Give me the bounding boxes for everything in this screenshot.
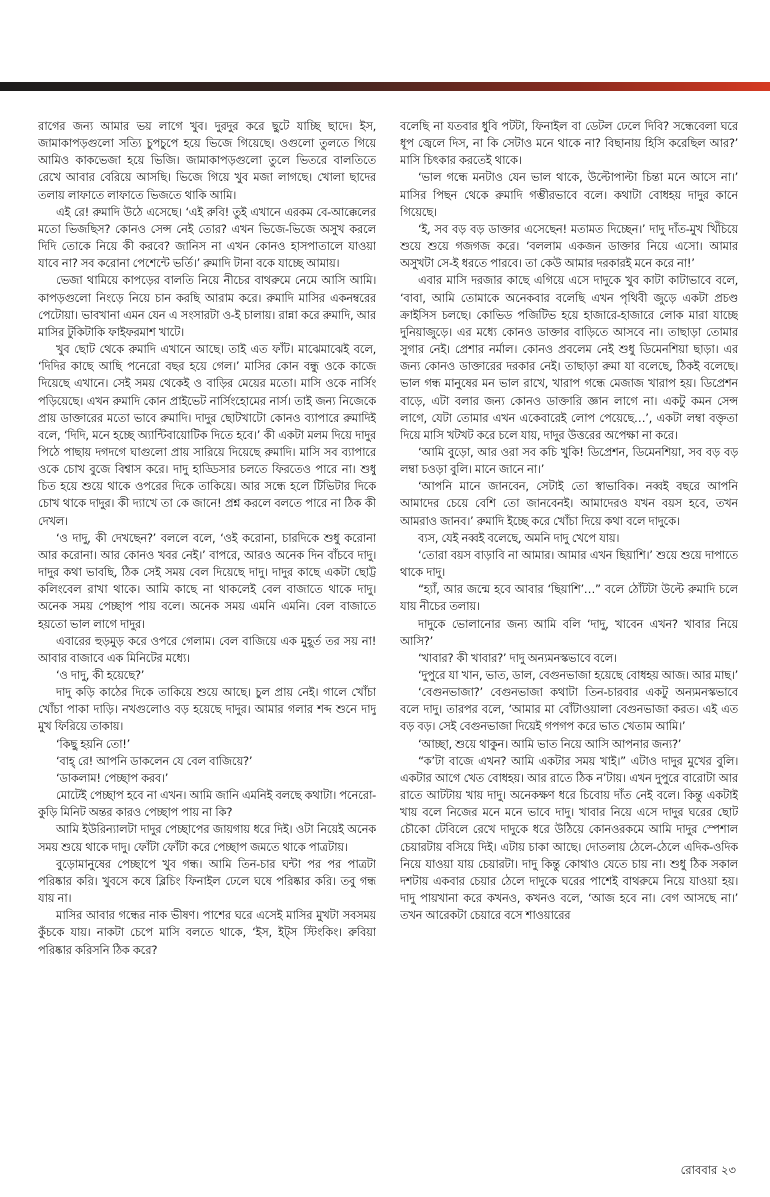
paragraph: ‘দুপুরে যা খান, ভাত, ডাল, বেগুনভাজা হয়েছে বোধহয় আজ। আর মাছ।’ xyxy=(418,668,738,682)
paragraph: এবার মাসি দরজার কাছে এগিয়ে এসে দাদুকে খুব কাটা কাটাভাবে বলে, ‘বাবা, আমি তোমাকে অনেকবার বলেছি এখন পৃথিবী জুড়ে একটা প্রচণ্ড ক্রাইসিস চলছে। কোভিড পজিটিভ হয়ে হাজারে-হাজারে লোক মারা যাচ্ছে দুনিয়াজুড়ে। এর মধ্যে কোনও ডাক্তার বাড়িতে আসবে না। তাছাড়া তোমার সুগার নেই। প্রেশার নর্মাল। কোনও প্রবলেম নেই শুধু ডিমেনশিয়া ছাড়া। এর জন্য কোনও ডাক্তারের দরকার নেই। তাছাড়া রুমা যা বলেছে, ঠিকই বলেছে। ভাল গন্ধ মানুষের মন ভাল রাখে, খারাপ গন্ধে মেজাজ খারাপ হয়। ডিপ্রেশন বাড়ে, এটা বলার জন্য কোনও ডাক্তারি জ্ঞান লাগে না। একটু কমন সেন্স লাগে, যেটা তোমার এখন একেবারেই লোপ পেয়েছে…’, একটা লম্বা বক্তৃতা দিয়ে মাসি খটখট করে চলে যায়, দাদুর উত্তরের অপেক্ষা না করে। xyxy=(400,273,738,442)
right-text-column xyxy=(400,118,738,1168)
left-text-column xyxy=(38,118,376,1168)
paragraph: ‘বেগুনভাজা?’ বেগুনভাজা কথাটা তিন-চারবার একটু অন্যমনস্কভাবে বলে দাদু। তারপর বলে, ‘আমার মা বোঁটাওয়ালা বেগুনভাজা করত। এই এত বড় বড়। সেই বেগুনভাজা দিয়েই গপগপ করে ভাত খেতাম আমি।’ xyxy=(400,685,738,734)
paragraph: বলেছি না যতবার ধুবি পটটা, ফিনাইল বা ডেটল ঢেলে দিবি? সন্ধেবেলা ঘরে ধূপ জ্বেলে দিস, না কি সেটাও মনে থাকে না? বিছানায় হিসি করেছিল আর?’ মাসি চিৎকার করতেই থাকে। xyxy=(400,119,738,168)
paragraph: ‘ও দাদু, কী দেখছেন?’ বললে বলে, ‘ওই করোনা, চারদিকে শুধু করোনা আর করোনা। আর কোনও খবর নেই।’ বাপরে, আরও অনেক দিন বাঁচবে দাদু। দাদুর কথা ভাবছি, ঠিক সেই সময় বেল দিয়েছে দাদু। দাদুর কাছে একটা ছোট্ট কলিংবেল রাখা থাকে। আমি কাছে না থাকলেই বেল বাজাতে থাকে দাদু। অনেক সময় পেচ্ছাপ পায় বলে। অনেক সময় এমনি এমনি। বেল বাজাতে হয়তো ভাল লাগে দাদুর। xyxy=(38,530,376,631)
paragraph: মোটেই পেচ্ছাপ হবে না এখন। আমি জানি এমনিই বলছে কথাটা। পনেরো-কুড়ি মিনিট অন্তর কারও পেচ্ছাপ পায় না কি? xyxy=(38,788,376,820)
paragraph: “ক’টা বাজে এখন? আমি একটার সময় খাই।” এটাও দাদুর মুখের বুলি। একটার আগে খেত বোধহয়। আর রাতে ঠিক ন’টায়। এখন দুপুরে বারোটা আর রাতে আটটায় খায় দাদু। অনেকক্ষণ ধরে চিবোয় দাঁত নেই বলে। কিন্তু একটাই খায় বলে নিজের মনে মনে ভাবে দাদু। খাবার নিয়ে এসে দাদুর ঘরের ছোট চৌকো টেবিলে রেখে দাদুকে ধরে উঠিয়ে কোনওরকমে আমি দাদুর স্পেশাল চেয়ারটায় বসিয়ে দিই। এটায় চাকা আছে। দোতলায় ঠেলে-ঠেলে এদিক-ওদিক নিয়ে যাওয়া যায় চেয়ারটা। দাদু কিন্তু কোথাও যেতে চায় না। শুধু ঠিক সকাল দশটায় একবার চেয়ার ঠেলে দাদুকে ঘরের পাশেই বাথরুমে নিয়ে যাওয়া হয়। দাদু পায়খানা করে কখনও, কখনও বলে, ‘আজ হবে না। বেগ আসছে না।’ তখন আরেকটা চেয়ারে বসে শাওয়ারের xyxy=(400,753,738,923)
paragraph: ‘কিছু হয়নি তো!’ xyxy=(56,736,130,751)
paragraph: ‘ভাল গন্ধে মনটাও যেন ভাল থাকে, উল্টোপাল্টা চিন্তা মনে আসে না।’ মাসির পিছন থেকে রুমাদি গম্ভীরভাবে বলে। কথাটা বোধহয় দাদুর কানে গিয়েছে। xyxy=(400,170,738,219)
paragraph: ‘বাহ্ রে! আপনি ডাকলেন যে বেল বাজিয়ে?’ xyxy=(56,753,253,768)
paragraph: ‘খাবার? কী খাবার?’ দাদু অন্যমনস্কভাবে বলে। xyxy=(418,650,617,665)
paragraph: মাসির আবার গন্ধের নাক ভীষণ। পাশের ঘরে এসেই মাসির মুখটা সবসময় কুঁচকে যায়। নাকটা চেপে মাসি বলতে থাকে, ‘ইস, ইট্‌স স্টিংকিং। রুবিয়া পরিষ্কার করিসনি ঠিক করে? xyxy=(38,908,376,957)
paragraph: এবারের হুড়মুড় করে ওপরে গেলাম। বেল বাজিয়ে এক মুহূর্ত তর সয় না! আবার বাজাবে এক মিনিটের মধ্যে। xyxy=(38,633,376,665)
paragraph: রাগের জন্য আমার ভয় লাগে খুব। দুরদুর করে ছুটে যাচ্ছি ছাদে। ইস, জামাকাপড়গুলো সত্যি চুপচুপে হয়ে ভিজে গিয়েছে। ওগুলো তুলতে গিয়ে আমিও কাকভেজা হয়ে ভিজি। জামাকাপড়গুলো তুলে ভিতরে বালতিতে রেখে আবার বেরিয়ে আসছি। ভিজে গিয়ে খুব মজা লাগছে। খোলা ছাদের তলায় লাফাতে লাফাতে ভিজতে থাকি আমি। xyxy=(38,119,376,202)
paragraph: খুব ছোট থেকে রুমাদি এখানে আছে। তাই এত ফাঁট। মাঝেমাঝেই বলে, ‘দিদির কাছে আছি পনেরো বছর হয়ে গেল।’ মাসির কোন বন্ধু ওকে কাজে দিয়েছে এখানে। সেই সময় থেকেই ও বাড়ির মেয়ের মতো। মাসি ওকে নার্সিং পড়িয়েছে। এখন রুমাদি কোন প্রাইভেট নার্সিংহোমের নার্স। তাই জন্য নিজেকে প্রায় ডাক্তারের মতো ভাবে রুমাদি। দাদুর ছোটখাটো কোনও ব্যাপারে রুমাদিই বলে, ‘দিদি, মনে হচ্ছে অ্যান্টিবায়োটিক দিতে হবে।’ কী একটা মলম দিয়ে দাদুর পিঠে পাছায় দগদগে ঘাগুলো প্রায় সারিয়ে দিয়েছে রুমাদি। মাসি সব ব্যাপারে ওকে চোখ বুজে বিশ্বাস করে। দাদু হাড্ডিসার চলতে ফিরতেও পারে না। শুধু চিত হয়ে শুয়ে থাকে ওপরের দিকে তাকিয়ে। আর সন্ধে হলে টিভিটার দিকে চোখ থাকে দাদুর। কী দ্যাখে তা কে জানে! প্রশ্ন করলে বলতে পারে না ঠিক কী দেখল। xyxy=(38,342,376,528)
paragraph: ‘আমি বুড়ো, আর ওরা সব কচি খুকি! ডিপ্রেশন, ডিমেনশিয়া, সব বড় বড় লম্বা চওড়া বুলি। মানে জানে না।’ xyxy=(400,444,738,477)
paragraph: ভেজা থামিয়ে কাপড়ের বালতি নিয়ে নীচের বাথরুমে নেমে আসি আমি। কাপড়গুলো নিংড়ে নিয়ে চান করছি আরাম করে। রুমাদি মাসির একনম্বরের পেটোয়া। ভাবখানা এমন যেন এ সংসারটা ও-ই চালায়। রান্না করে রুমাদি, আর মাসির টুকিটাকি ফাইফরমাশ খাটে। xyxy=(38,273,376,339)
paragraph: দাদু কড়ি কাঠের দিকে তাকিয়ে শুয়ে আছে। চুল প্রায় নেই। গালে খোঁচা খোঁচা পাকা দাড়ি। নখগুলোও বড় হয়েছে দাদুর। আমার গলার শব্দ শুনে দাদু মুখ ফিরিয়ে তাকায়। xyxy=(38,685,376,734)
paragraph: ‘ও দাদু, কী হয়েছে?’ xyxy=(56,668,145,682)
paragraph: ‘ই, সব বড় বড় ডাক্তার এসেছেন! মতামত দিচ্ছেন।’ দাদু দাঁত-মুখ খিঁচিয়ে শুয়ে শুয়ে গজগজ করে। ‘বললাম একজন ডাক্তার নিয়ে এসো। আমার অসুখটা সে-ই ধরতে পারবে। তা কেউ আমার দরকারই মনে করে না!’ xyxy=(400,221,738,271)
paragraph: দাদুকে ভোলানোর জন্য আমি বলি ‘দাদু, খাবেন এখন? খাবার নিয়ে আসি?’ xyxy=(400,616,738,648)
paragraph: বুড়োমানুষের পেচ্ছাপে খুব গন্ধ। আমি তিন-চার ঘন্টা পর পর পাত্রটা পরিষ্কার করি। খুবসে কষে ব্লিচিং ফিনাইল ঢেলে ঘষে পরিষ্কার করি। তবু গন্ধ যায় না। xyxy=(38,856,376,906)
paragraph: ‘আপনি মানে জানবেন, সেটাই তো স্বাভাবিক। নব্বই বছরে আপনি আমাদের চেয়ে বেশি তো জানবেনই। আমাদেরও যখন বয়স হবে, তখন আমরাও জানব।’ রুমাদি ইচ্ছে করে খোঁচা দিয়ে কথা বলে দাদুকে। xyxy=(400,479,738,528)
top-color-rule xyxy=(0,82,770,91)
paragraph: আমি ইউরিন্যালটা দাদুর পেচ্ছাপের জায়গায় ধরে দিই। ওটা নিয়েই অনেক সময় শুয়ে থাকে দাদু। ফোঁটা ফোঁটা করে পেচ্ছাপ জমতে থাকে পাত্রটায়। xyxy=(38,822,376,854)
page-folio: রোববার ২৩ xyxy=(680,1163,736,1177)
paragraph: ‘আচ্ছা, শুয়ে থাকুন। আমি ভাত নিয়ে আসি আপনার জন্য?’ xyxy=(418,736,682,751)
paragraph: “হ্যাঁ, আর জন্মে হবে আবার ‘ছিয়াশি’…” বলে ঠোঁটটা উল্টে রুমাদি চলে যায় নীচের তলায়। xyxy=(400,582,738,614)
paragraph: ব্যস, যেই নব্বই বলেছে, অমনি দাদু খেপে যায়। xyxy=(418,530,620,545)
paragraph: ‘তোরা বয়স বাড়াবি না আমার। আমার এখন ছিয়াশি।’ শুয়ে শুয়ে দাপাতে থাকে দাদু। xyxy=(400,547,738,580)
paragraph: ‘ডাকলাম! পেচ্ছাপ করব।’ xyxy=(56,770,169,785)
paragraph: এই রে! রুমাদি উঠে এসেছে। ‘এই রুবি! তুই এখানে এরকম বে-আক্কেলের মতো ভিজছিস? কোনও সেন্স নেই তোর? এখন ভিজে-ভিজে অসুখ করলে দিদি তোকে নিয়ে কী করবে? জানিস না এখন কোনও হাসপাতালে যাওয়া যাবে না? সব করোনা পেশেন্টে ভর্তি।’ রুমাদি টানা বকে যাচ্ছে আমায়। xyxy=(38,204,376,271)
